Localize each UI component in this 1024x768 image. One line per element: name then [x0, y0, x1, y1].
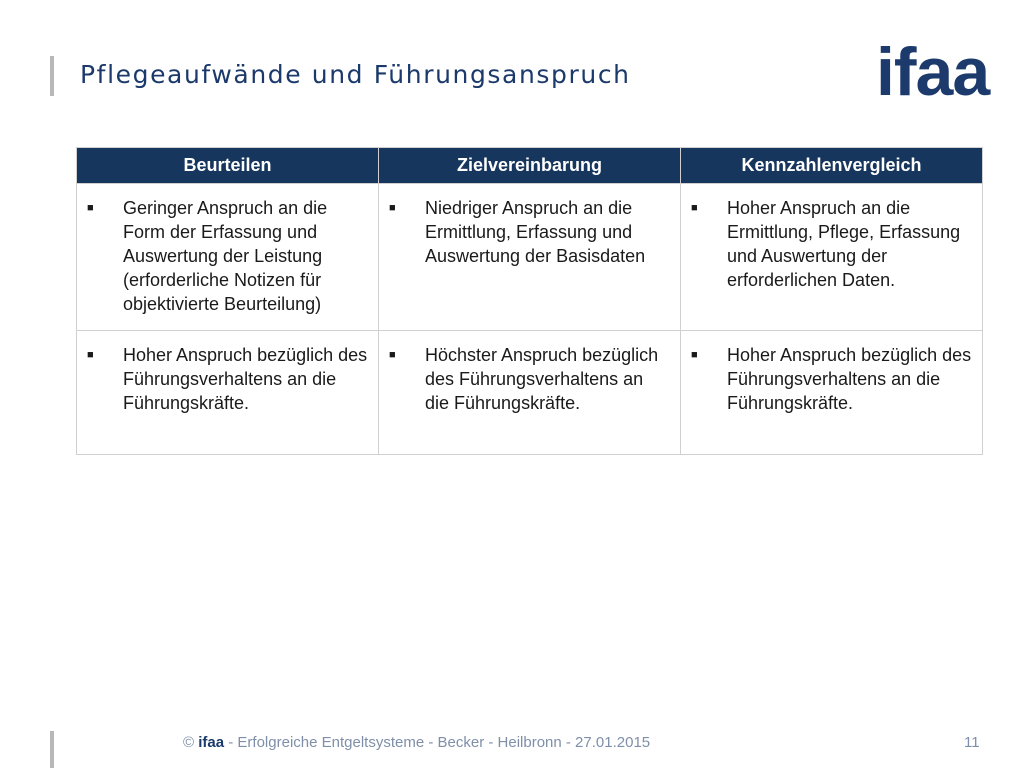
bullet-item [387, 343, 672, 415]
square-bullet-icon: ■ [389, 202, 396, 214]
copyright-sign: © [183, 734, 199, 751]
comparison-table [76, 147, 983, 455]
cell-text: Geringer Anspruch an die Form der Erfassung und Auswertung der Leistung (erforderliche Notizen für objektivierte Beurteilung) [123, 198, 328, 314]
bullet-item [85, 196, 370, 316]
bullet-item [689, 343, 974, 415]
header-zielvereinbarung: Zielvereinbarung [379, 148, 681, 184]
table-cell [379, 331, 681, 455]
table-cell [681, 184, 983, 331]
cell-text: Hoher Anspruch bezüglich des Führungsverhaltens an die Führungskräfte. [727, 345, 972, 413]
bullet-item [387, 196, 672, 268]
cell-text: Niedriger Anspruch an die Ermittlung, Erfassung und Auswertung der Basisdaten [425, 198, 646, 266]
table-header-row [77, 148, 983, 184]
square-bullet-icon: ■ [389, 349, 396, 361]
table-row [77, 184, 983, 331]
header-kennzahlenvergleich: Kennzahlenvergleich [681, 148, 983, 184]
header-beurteilen: Beurteilen [77, 148, 379, 184]
footer-text [183, 734, 650, 751]
ifaa-logo: ifaa [876, 34, 990, 110]
square-bullet-icon: ■ [691, 349, 698, 361]
cell-text: Hoher Anspruch an die Ermittlung, Pflege, Erfassung und Auswertung der erforderlichen Daten. [727, 198, 961, 290]
bullet-item [85, 343, 370, 415]
table-row [77, 331, 983, 455]
title-accent-bar [50, 56, 54, 96]
table-cell [379, 184, 681, 331]
footer-brand: ifaa [198, 734, 225, 751]
footer-accent-bar [50, 731, 54, 768]
table-cell [77, 331, 379, 455]
cell-text: Höchster Anspruch bezüglich des Führungsverhaltens an die Führungskräfte. [425, 345, 659, 413]
table-cell [681, 331, 983, 455]
bullet-item [689, 196, 974, 292]
table-cell [77, 184, 379, 331]
square-bullet-icon: ■ [691, 202, 698, 214]
cell-text: Hoher Anspruch bezüglich des Führungsverhaltens an die Führungskräfte. [123, 345, 368, 413]
page-number: 11 [964, 734, 980, 751]
square-bullet-icon: ■ [87, 202, 94, 214]
slide-title: Pflegeaufwände und Führungsanspruch [80, 60, 631, 89]
square-bullet-icon: ■ [87, 349, 94, 361]
footer-caption: - Erfolgreiche Entgeltsysteme - Becker - Heilbronn - 27.01.2015 [224, 734, 651, 751]
